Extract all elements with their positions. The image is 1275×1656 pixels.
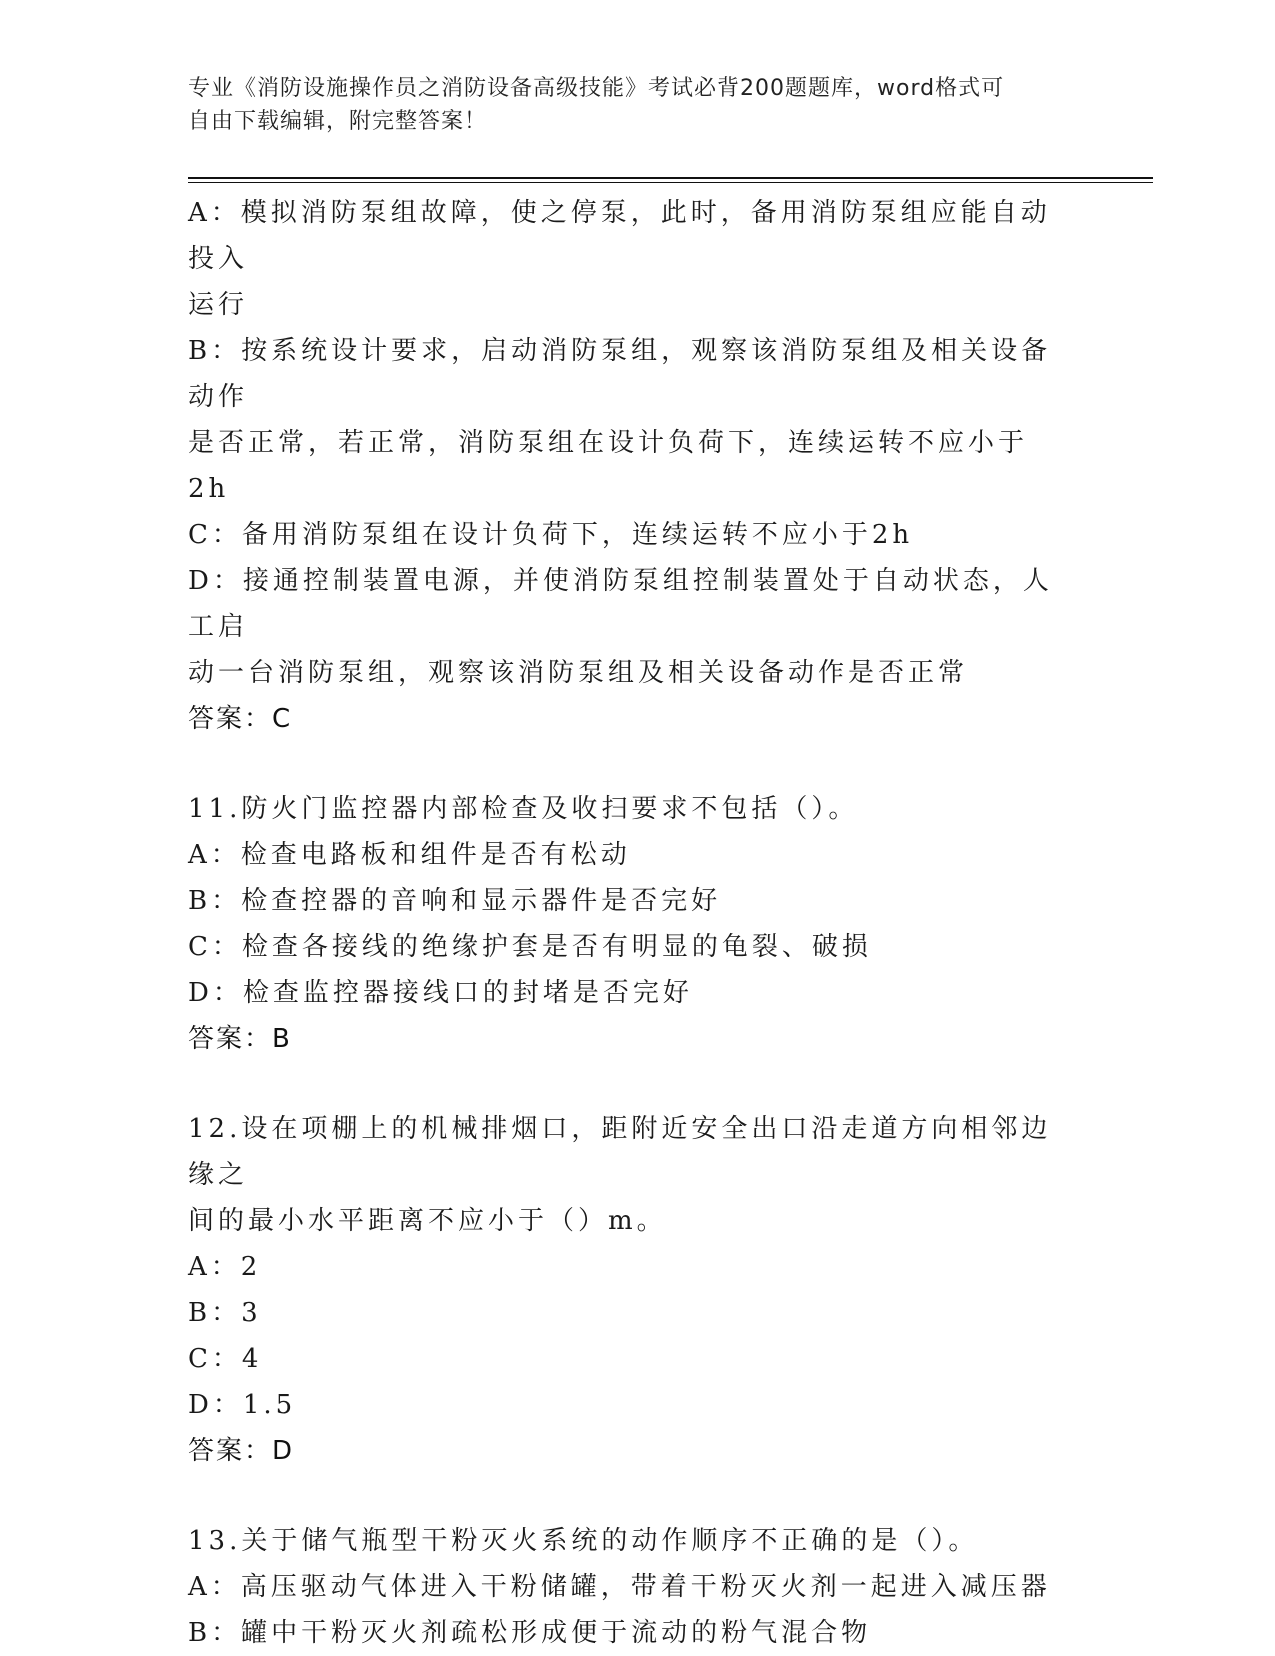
document-body xyxy=(188,190,1068,1656)
header-title-line-2: 自由下载编辑，附完整答案！ xyxy=(188,109,488,134)
q12-option-d: D：1.5 xyxy=(188,1390,297,1420)
q11-option-b: B：检查控器的音响和显示器件是否完好 xyxy=(188,886,722,916)
header-divider-thick xyxy=(188,177,1153,179)
q10-option-b-line-1: B：按系统设计要求，启动消防泵组，观察该消防泵组及相关设备动作 xyxy=(188,336,1052,412)
q13-option-b: B：罐中干粉灭火剂疏松形成便于流动的粉气混合物 xyxy=(188,1618,872,1648)
q11-answer: 答案：B xyxy=(188,1024,292,1054)
q10-option-d-line-2: 动一台消防泵组，观察该消防泵组及相关设备动作是否正常 xyxy=(188,658,969,688)
header-divider-thin xyxy=(188,182,1153,183)
q12-question-line-1: 12.设在项棚上的机械排烟口，距附近安全出口沿走道方向相邻边缘之 xyxy=(188,1114,1052,1190)
q12-option-c: C：4 xyxy=(188,1344,263,1374)
q13-option-a: A：高压驱动气体进入干粉储罐，带着干粉灭火剂一起进入减压器 xyxy=(188,1572,1051,1602)
question-10-block xyxy=(188,190,1068,742)
question-12-block xyxy=(188,1106,1068,1474)
q10-option-a-line-1: A：模拟消防泵组故障，使之停泵，此时，备用消防泵组应能自动投入 xyxy=(188,198,1051,274)
question-11-block xyxy=(188,786,1068,1062)
q10-answer: 答案：C xyxy=(188,704,293,734)
q10-option-c: C：备用消防泵组在设计负荷下，连续运转不应小于2h xyxy=(188,520,914,550)
q12-option-b: B：3 xyxy=(188,1298,262,1328)
q12-option-a: A：2 xyxy=(188,1252,262,1282)
header-title-line-1: 专业《消防设施操作员之消防设备高级技能》考试必背200题题库，word格式可 xyxy=(188,76,1005,101)
question-13-block xyxy=(188,1518,1068,1656)
q11-option-c: C：检查各接线的绝缘护套是否有明显的龟裂、破损 xyxy=(188,932,872,962)
q10-option-b-line-2: 是否正常，若正常，消防泵组在设计负荷下，连续运转不应小于2h xyxy=(188,428,1029,504)
spacer xyxy=(188,1062,1068,1106)
q10-option-d-line-1: D：接通控制装置电源，并使消防泵组控制装置处于自动状态，人工启 xyxy=(188,566,1053,642)
spacer xyxy=(188,1474,1068,1518)
document-header xyxy=(188,72,1068,138)
q11-option-a: A：检查电路板和组件是否有松动 xyxy=(188,840,631,870)
q12-answer: 答案：D xyxy=(188,1436,295,1466)
q11-option-d: D：检查监控器接线口的封堵是否完好 xyxy=(188,978,693,1008)
q13-question: 13.关于储气瓶型干粉灭火系统的动作顺序不正确的是（）。 xyxy=(188,1526,979,1556)
q10-option-a-line-2: 运行 xyxy=(188,290,249,320)
q11-question: 11.防火门监控器内部检查及收扫要求不包括（）。 xyxy=(188,794,859,824)
q12-question-line-2: 间的最小水平距离不应小于（）m。 xyxy=(188,1206,667,1236)
spacer xyxy=(188,742,1068,786)
